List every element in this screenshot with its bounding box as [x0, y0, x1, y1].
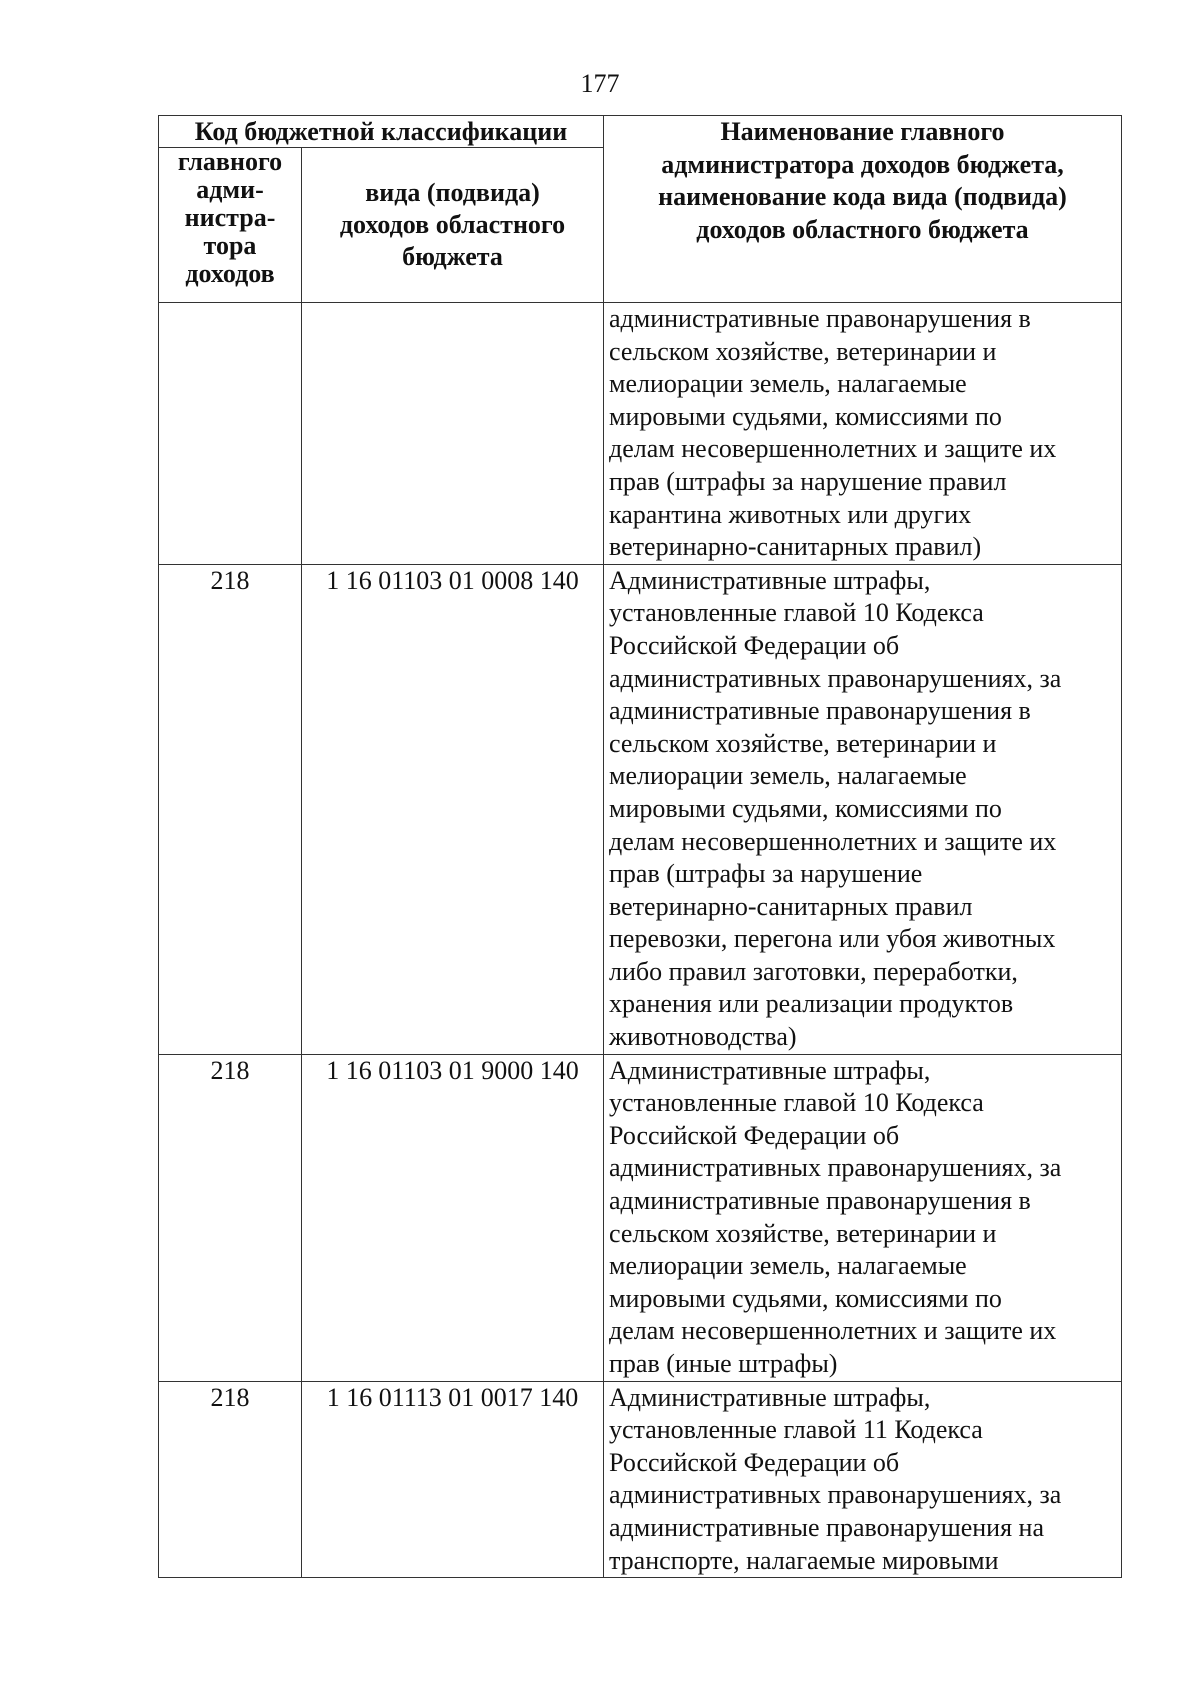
description-line: делам несовершеннолетних и защите их — [609, 1316, 1057, 1346]
description-line: прав (штрафы за нарушение — [609, 859, 923, 889]
table-row — [159, 1381, 1122, 1578]
description-cell — [604, 1381, 1122, 1578]
description-line: административные правонарушения в — [609, 696, 1031, 726]
name-header-line: наименование кода вида (подвида) — [658, 182, 1067, 212]
description-line: ветеринарно-санитарных правил — [609, 891, 973, 921]
income-code-cell: 1 16 01113 01 0017 140 — [302, 1381, 604, 1578]
income-code-column-header — [302, 148, 604, 303]
description-line: сельском хозяйстве, ветеринарии и — [609, 728, 997, 758]
name-header-line: администратора доходов бюджета, — [661, 149, 1064, 179]
table-row — [159, 564, 1122, 1054]
description-line: административные правонарушения на — [609, 1512, 1044, 1542]
income-code-cell: 1 16 01103 01 9000 140 — [302, 1054, 604, 1381]
description-line: либо правил заготовки, переработки, — [609, 956, 1018, 986]
table-row — [159, 303, 1122, 565]
description-line: ветеринарно-санитарных правил) — [609, 532, 982, 562]
description-cell — [604, 564, 1122, 1054]
income-header-line: вида (подвида) — [365, 178, 540, 207]
name-header-line: доходов областного бюджета — [696, 214, 1029, 244]
name-header-line: Наименование главного — [720, 117, 1005, 146]
admin-header-line: тора — [203, 231, 257, 260]
description-line: транспорте, налагаемые мировыми — [609, 1545, 999, 1575]
description-line: мелиорации земель, налагаемые — [609, 1251, 967, 1281]
description-line: делам несовершеннолетних и защите их — [609, 434, 1057, 464]
description-line: хранения или реализации продуктов — [609, 989, 1014, 1019]
admin-code-cell — [159, 303, 302, 565]
description-line: Административные штрафы, — [609, 1382, 931, 1412]
admin-header-line: нистра- — [184, 203, 276, 232]
description-line: административные правонарушения в — [609, 304, 1031, 333]
description-line: административных правонарушениях, за — [609, 1480, 1062, 1510]
description-line: сельском хозяйстве, ветеринарии и — [609, 336, 997, 366]
description-line: Российской Федерации об — [609, 1447, 900, 1477]
description-line: административных правонарушениях, за — [609, 663, 1062, 693]
page-number: 177 — [580, 69, 620, 98]
description-line: Российской Федерации об — [609, 630, 900, 660]
description-line: животноводства) — [609, 1022, 797, 1052]
admin-header-line: доходов — [185, 259, 275, 288]
admin-header-line: главного — [177, 147, 283, 176]
admin-code-cell: 218 — [159, 564, 302, 1054]
description-line: сельском хозяйстве, ветеринарии и — [609, 1218, 997, 1248]
description-line: перевозки, перегона или убоя животных — [609, 924, 1056, 954]
description-line: установленные главой 10 Кодекса — [609, 598, 984, 628]
description-line: мелиорации земель, налагаемые — [609, 369, 967, 399]
description-line: делам несовершеннолетних и защите их — [609, 826, 1057, 856]
description-line: Российской Федерации об — [609, 1120, 900, 1150]
income-code-cell — [302, 303, 604, 565]
description-cell — [604, 1054, 1122, 1381]
description-line: административные правонарушения в — [609, 1186, 1031, 1216]
table-row — [159, 1054, 1122, 1381]
admin-code-cell: 218 — [159, 1054, 302, 1381]
description-line: административных правонарушениях, за — [609, 1153, 1062, 1183]
table-body — [159, 303, 1122, 1578]
description-line: карантина животных или других — [609, 499, 972, 529]
admin-header-line: адми- — [196, 175, 264, 204]
admin-code-cell: 218 — [159, 1381, 302, 1578]
description-line: мировыми судьями, комиссиями по — [609, 401, 1002, 431]
income-header-line: бюджета — [402, 242, 503, 271]
description-line: установленные главой 11 Кодекса — [609, 1415, 983, 1445]
admin-code-column-header — [159, 148, 302, 303]
budget-classification-code-header: Код бюджетной классификации — [159, 116, 604, 148]
description-line: прав (штрафы за нарушение правил — [609, 466, 1007, 496]
budget-classification-table — [158, 115, 1122, 1578]
description-line: Административные штрафы, — [609, 1055, 931, 1085]
description-line: Административные штрафы, — [609, 565, 931, 595]
description-line: установленные главой 10 Кодекса — [609, 1088, 984, 1118]
description-line: мировыми судьями, комиссиями по — [609, 793, 1002, 823]
description-line: мелиорации земель, налагаемые — [609, 761, 967, 791]
description-line: прав (иные штрафы) — [609, 1349, 838, 1378]
description-line: мировыми судьями, комиссиями по — [609, 1283, 1002, 1313]
income-header-line: доходов областного — [339, 210, 566, 239]
name-column-header — [604, 116, 1122, 303]
table-header — [159, 116, 1122, 303]
income-code-cell: 1 16 01103 01 0008 140 — [302, 564, 604, 1054]
description-cell — [604, 303, 1122, 565]
